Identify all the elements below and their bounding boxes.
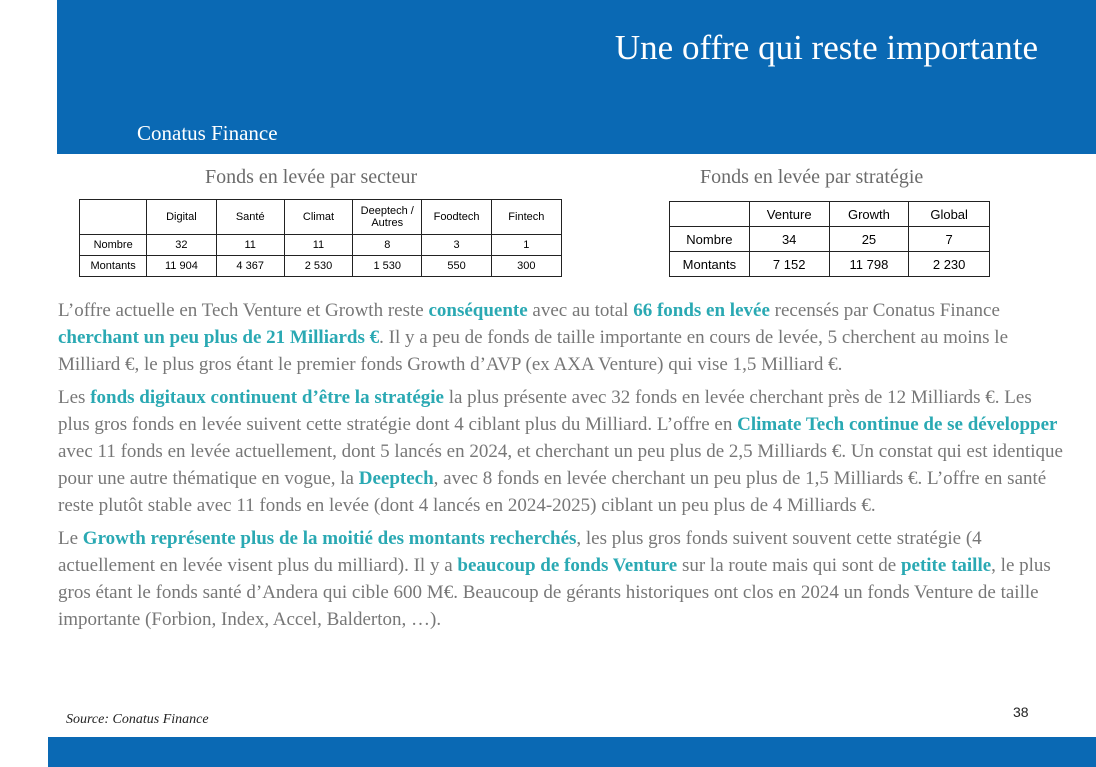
table-cell: Montants [670, 252, 750, 277]
table-cell: 11 [216, 235, 284, 256]
text-run: , les plus gros fonds suivent souvent cette stratégie (4 actuellement en levée visent plus du milliard). Il y a [58, 528, 982, 576]
table-cell: Montants [80, 256, 147, 277]
table-cell: 1 530 [353, 256, 422, 277]
header-band [57, 0, 1096, 154]
table-row [80, 235, 562, 256]
table-row [670, 227, 990, 252]
table-cell: 2 230 [909, 252, 990, 277]
table-cell: Nombre [80, 235, 147, 256]
table-cell: 8 [353, 235, 422, 256]
text-run: avec 11 fonds en levée actuellement, dont 5 lancés en 2024, et cherchant un peu plus de 2,5 Milliards €. Un constat qui est identique pour une autre thématique en vogue, la [58, 441, 1063, 489]
text-run: . Il y a peu de fonds de taille importante en cours de levée, 5 cherchent au moins le Milliard €, le plus gros étant le premier fonds Growth d’AVP (ex AXA Venture) qui vise 1,5 Milliard €. [58, 327, 1009, 375]
highlight-text: beaucoup de fonds Venture [457, 555, 678, 576]
table-cell: Fintech [491, 200, 561, 235]
text-run: Le [58, 528, 83, 549]
table-cell: Nombre [670, 227, 750, 252]
table-header-row [80, 200, 562, 235]
table-cell [80, 200, 147, 235]
text-run: Les [58, 387, 91, 408]
table-cell [670, 202, 750, 227]
text-run: la plus présente avec 32 fonds en levée cherchant près de 12 Milliards €. Les plus gros fonds en levée suivent cette stratégie dont 4 ciblant plus du Milliard. L’offre en [58, 387, 1032, 435]
paragraph [58, 525, 1068, 633]
table-cell: 11 [284, 235, 352, 256]
highlight-text: petite taille [900, 555, 992, 576]
highlight-text: conséquente [428, 300, 528, 321]
table-cell: Venture [749, 202, 829, 227]
highlight-text: Climate Tech continue de se développer [737, 414, 1058, 435]
table-cell: 11 798 [829, 252, 909, 277]
text-run: , avec 8 fonds en levée cherchant un peu plus de 1,5 Milliards €. L’offre en santé reste plutôt stable avec 11 fonds en levée (dont 4 lancés en 2024-2025) ciblant un peu plus de 4 Milliards €. [58, 468, 1047, 516]
paragraph [58, 384, 1068, 519]
table-header-row [670, 202, 990, 227]
footer-band [48, 737, 1096, 767]
sector-table [79, 199, 562, 277]
text-run: L’offre actuelle en Tech Venture et Growth reste [58, 300, 429, 321]
table-cell: 300 [491, 256, 561, 277]
strategy-table [669, 201, 990, 277]
body-text [58, 297, 1068, 639]
table-cell: 4 367 [216, 256, 284, 277]
text-run: avec au total [527, 300, 634, 321]
paragraph [58, 297, 1068, 378]
table-cell: 11 904 [147, 256, 216, 277]
highlight-text: 66 fonds en levée [633, 300, 770, 321]
sector-table-body [80, 200, 562, 277]
table-cell: 34 [749, 227, 829, 252]
text-run: , le plus gros étant le fonds santé d’Andera qui cible 600 M€. Beaucoup de gérants historiques ont clos en 2024 un fonds Venture de taille importante (Forbion, Index, Accel, Balderton, …). [58, 555, 1051, 630]
table-cell: 25 [829, 227, 909, 252]
table-cell: 550 [422, 256, 491, 277]
text-run: sur la route mais qui sont de [677, 555, 901, 576]
table-cell: Foodtech [422, 200, 491, 235]
source-note: Source: Conatus Finance [66, 712, 209, 727]
table-cell: Global [909, 202, 990, 227]
table-row [80, 256, 562, 277]
table-cell: 3 [422, 235, 491, 256]
highlight-text: Growth représente plus de la moitié des montants recherchés [82, 528, 577, 549]
strategy-table-body [670, 202, 990, 277]
text-run: recensés par Conatus Finance [769, 300, 1000, 321]
table-cell: 7 [909, 227, 990, 252]
page-number: 38 [1013, 704, 1029, 720]
table-cell: 2 530 [284, 256, 352, 277]
slide-title: Une offre qui reste importante [614, 28, 1038, 67]
table-cell: Santé [216, 200, 284, 235]
table-cell: Deeptech / Autres [353, 200, 422, 235]
table-cell: Growth [829, 202, 909, 227]
strategy-table-caption: Fonds en levée par stratégie [700, 166, 924, 188]
slide-subtitle: Conatus Finance [137, 121, 278, 145]
table-cell: 32 [147, 235, 216, 256]
table-cell: 7 152 [749, 252, 829, 277]
sector-table-caption: Fonds en levée par secteur [205, 166, 418, 188]
table-cell: Digital [147, 200, 216, 235]
table-cell: 1 [491, 235, 561, 256]
highlight-text: Deeptech [358, 468, 434, 489]
highlight-text: fonds digitaux continuent d’être la stratégie [90, 387, 444, 408]
table-row [670, 252, 990, 277]
table-cell: Climat [284, 200, 352, 235]
highlight-text: cherchant un peu plus de 21 Milliards € [58, 327, 380, 348]
